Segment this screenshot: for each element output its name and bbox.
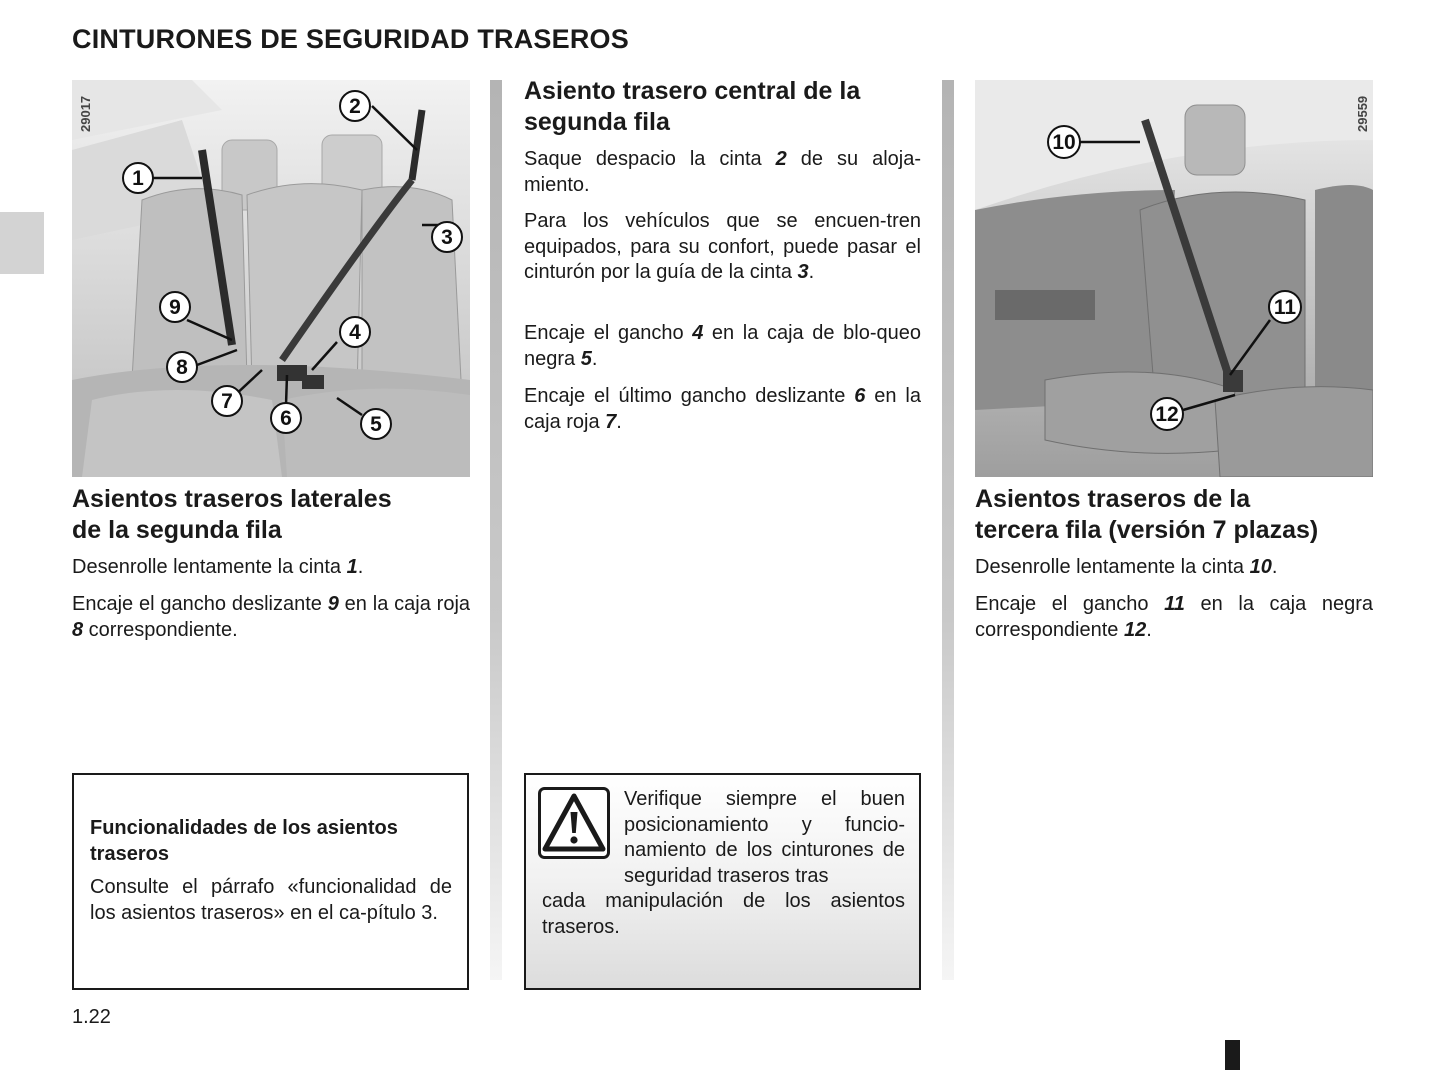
figure-third-row-seats [975, 80, 1373, 477]
svg-text:9: 9 [169, 296, 181, 319]
svg-text:5: 5 [370, 413, 382, 436]
figure-reference-number-right: 29559 [1355, 95, 1370, 132]
callout-2 [340, 91, 370, 121]
heading-second-row-central: Asiento trasero central de la segunda fila [524, 77, 861, 136]
callout-10 [1048, 126, 1080, 158]
svg-text:12: 12 [1155, 403, 1179, 426]
callout-5 [361, 409, 391, 439]
heading-third-row: Asientos traseros de la tercera fila (versión 7 plazas) [975, 485, 1319, 544]
warning-triangle-icon [538, 787, 610, 859]
callout-9 [160, 292, 190, 322]
svg-text:8: 8 [176, 356, 188, 379]
svg-text:7: 7 [221, 390, 233, 413]
chapter-tab [0, 212, 44, 274]
central-step-3: Encaje el gancho 4 en la caja de blo-queo negra 5. [524, 322, 921, 370]
figure-second-row-seats [72, 80, 470, 477]
callout-7 [212, 386, 242, 416]
lateral-step-1: Desenrolle lentamente la cinta 1. [72, 556, 364, 578]
central-step-1: Saque despacio la cinta 2 de su aloja-miento. [524, 148, 921, 196]
column-divider-right [942, 80, 954, 980]
warning-text-bottom: cada manipulación de los asientos traseros. [542, 890, 905, 938]
svg-text:1: 1 [132, 167, 144, 190]
callout-11 [1269, 291, 1301, 323]
info-box-title: Funcionalidades de los asientos traseros [90, 817, 398, 865]
page-edge-marker [1225, 1040, 1240, 1070]
third-row-step-1: Desenrolle lentamente la cinta 10. [975, 556, 1278, 578]
svg-text:10: 10 [1052, 131, 1076, 154]
central-step-4: Encaje el último gancho deslizante 6 en la caja roja 7. [524, 385, 921, 433]
lateral-step-2: Encaje el gancho deslizante 9 en la caja roja 8 correspondiente. [72, 593, 471, 641]
heading-second-row-lateral: Asientos traseros laterales de la segunda fila [72, 485, 392, 544]
svg-text:3: 3 [441, 226, 453, 249]
callout-3 [432, 222, 462, 252]
warning-box [524, 773, 921, 990]
svg-text:2: 2 [349, 95, 361, 118]
callout-12 [1151, 398, 1183, 430]
info-box-text: Consulte el párrafo «funcionalidad de los asientos traseros» en el ca-pítulo 3. [90, 876, 452, 924]
page-title: CINTURONES DE SEGURIDAD TRASEROS [72, 24, 629, 54]
figure-reference-number: 29017 [78, 95, 93, 132]
svg-text:11: 11 [1273, 296, 1297, 319]
info-box-rear-seat-features [72, 773, 469, 990]
callout-4 [340, 317, 370, 347]
column-divider-left [490, 80, 502, 980]
third-row-step-2: Encaje el gancho 11 en la caja negra correspondiente 12. [975, 593, 1373, 641]
warning-text-top: Verifique siempre el buen posicionamiento y funcio-namiento de los cinturones de seguridad traseros tras [624, 788, 905, 887]
callout-1 [123, 163, 153, 193]
callout-6 [271, 403, 301, 433]
callout-8 [167, 352, 197, 382]
page-number: 1.22 [72, 1006, 111, 1028]
svg-text:4: 4 [349, 321, 361, 344]
central-step-2: Para los vehículos que se encuen-tren equipados, para su confort, puede pasar el cinturón por la guía de la cinta 3. [524, 210, 921, 283]
svg-text:6: 6 [280, 407, 292, 430]
